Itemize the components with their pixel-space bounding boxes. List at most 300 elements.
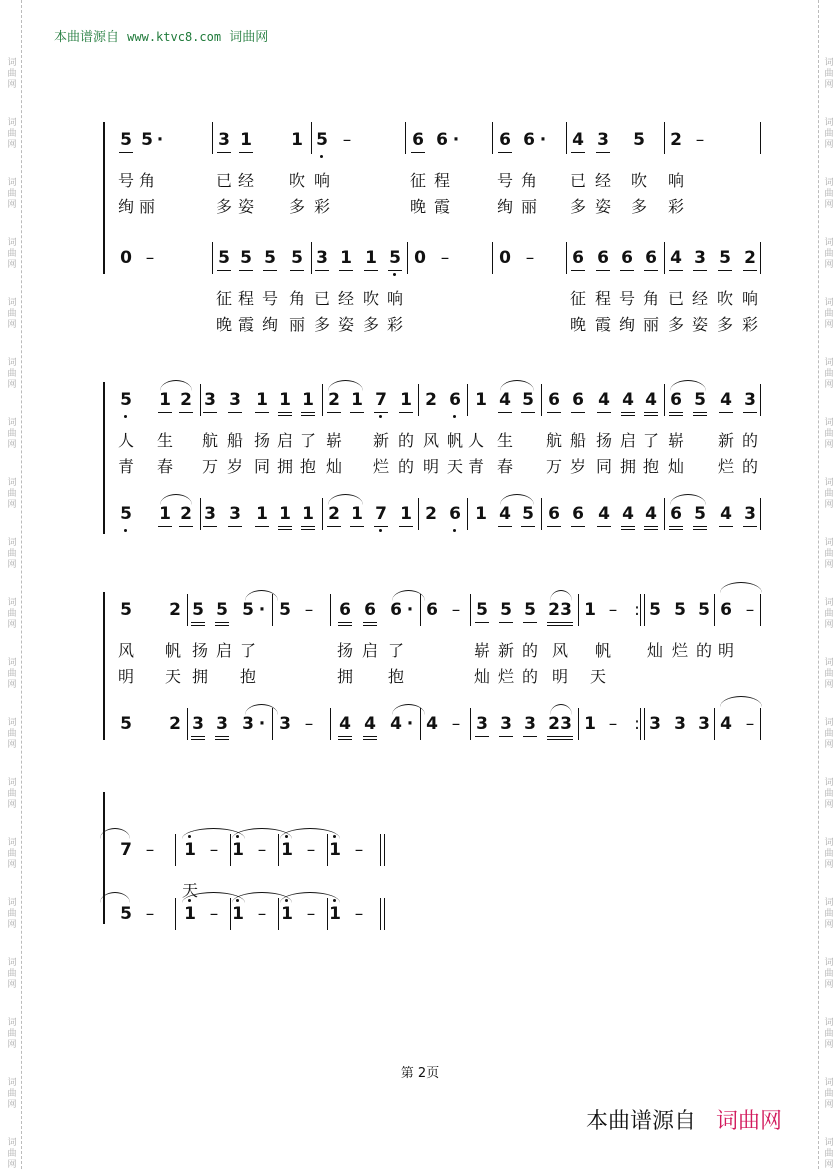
note: 5	[215, 600, 229, 620]
watermark-glyph: 网	[824, 920, 834, 930]
dash: –	[304, 714, 314, 734]
barline	[187, 594, 188, 626]
underline	[203, 412, 217, 413]
note: 1	[328, 904, 342, 924]
note: 7	[374, 504, 388, 524]
underline	[350, 526, 364, 527]
watermark-glyph: 网	[7, 740, 17, 750]
source-header	[54, 26, 268, 45]
watermark-glyph: 曲	[824, 249, 834, 259]
note: 2	[327, 390, 341, 410]
watermark-glyph: 网	[7, 860, 17, 870]
note: 6	[448, 504, 462, 524]
slur	[720, 582, 762, 593]
note: 3	[743, 504, 757, 524]
note: 1	[231, 840, 245, 860]
watermark-glyph: 词	[7, 658, 17, 668]
watermark-glyph: 曲	[824, 969, 834, 979]
underline	[363, 739, 377, 740]
note: 4	[390, 714, 402, 734]
underline	[239, 152, 253, 153]
watermark-glyph: 网	[7, 80, 17, 90]
note: 6	[669, 504, 683, 524]
watermark-glyph: 曲	[7, 189, 17, 199]
note: 5	[120, 714, 132, 734]
watermark-glyph: 网	[7, 1040, 17, 1050]
underline	[327, 412, 341, 413]
underline	[693, 415, 707, 416]
note: 3	[743, 390, 757, 410]
underline	[596, 152, 610, 153]
underline	[363, 622, 377, 623]
underline	[215, 736, 229, 737]
note: 5	[119, 504, 133, 524]
watermark-glyph: 网	[824, 200, 834, 210]
watermark-glyph: 曲	[824, 1089, 834, 1099]
note: 6	[426, 600, 438, 620]
barline	[470, 708, 471, 740]
note: 4	[597, 504, 611, 524]
watermark-glyph: 词	[7, 898, 17, 908]
dash: –	[257, 840, 267, 860]
barline	[272, 594, 273, 626]
underline	[217, 270, 231, 271]
watermark-glyph: 词	[7, 298, 17, 308]
underline	[374, 412, 388, 413]
page-number: 第 2页	[400, 1066, 440, 1081]
dash: –	[608, 714, 618, 734]
underline	[571, 152, 585, 153]
dash: –	[209, 840, 219, 860]
watermark-glyph: 曲	[7, 1089, 17, 1099]
note: 4	[498, 390, 512, 410]
slur	[280, 892, 340, 903]
note: 5	[141, 130, 153, 150]
note: 1	[399, 504, 413, 524]
slur	[670, 380, 706, 391]
barline	[760, 242, 761, 274]
underline	[338, 625, 352, 626]
watermark-glyph: 曲	[7, 969, 17, 979]
watermark-glyph: 词	[7, 598, 17, 608]
watermark-glyph: 网	[7, 440, 17, 450]
underline	[278, 526, 292, 527]
note: 5	[698, 600, 710, 620]
dash: –	[525, 248, 535, 268]
barline	[578, 708, 579, 740]
slur	[100, 892, 130, 903]
underline	[693, 270, 707, 271]
underline	[559, 622, 573, 623]
barline	[175, 834, 176, 866]
underline	[374, 526, 388, 527]
low-octave-dot	[393, 273, 396, 276]
watermark-glyph: 网	[824, 860, 834, 870]
note: 1	[475, 504, 487, 524]
note: 6	[596, 248, 610, 268]
note: 6	[390, 600, 402, 620]
underline	[228, 526, 242, 527]
underline	[644, 415, 658, 416]
underline	[597, 412, 611, 413]
underline	[644, 270, 658, 271]
dash: –	[695, 130, 705, 150]
note: 4	[498, 504, 512, 524]
watermark-glyph: 曲	[7, 789, 17, 799]
dash: –	[145, 904, 155, 924]
note: 3	[649, 714, 661, 734]
note: 5	[718, 248, 732, 268]
underline	[693, 526, 707, 527]
barline	[492, 242, 493, 274]
barline	[272, 708, 273, 740]
note: 4	[426, 714, 438, 734]
note: 5	[693, 390, 707, 410]
note: 6	[411, 130, 425, 150]
note: 1	[301, 390, 315, 410]
watermark-glyph: 曲	[824, 729, 834, 739]
note: 1	[328, 840, 342, 860]
dash: –	[440, 248, 450, 268]
watermark-glyph: 网	[824, 1100, 834, 1110]
note: 3	[559, 714, 573, 734]
barline	[566, 122, 567, 154]
underline	[521, 412, 535, 413]
note: 1	[278, 390, 292, 410]
underline	[743, 526, 757, 527]
underline	[571, 526, 585, 527]
watermark-glyph: 曲	[7, 729, 17, 739]
note: 5	[388, 248, 402, 268]
dash: –	[745, 714, 755, 734]
system-bracket	[103, 122, 105, 274]
watermark-glyph: 词	[824, 118, 834, 128]
watermark-glyph: 网	[824, 800, 834, 810]
underline	[217, 152, 231, 153]
watermark-glyph: 网	[824, 320, 834, 330]
dash: –	[608, 600, 618, 620]
underline	[523, 736, 537, 737]
note: 6	[571, 390, 585, 410]
watermark-glyph: 曲	[824, 909, 834, 919]
note: 3	[499, 714, 513, 734]
watermark-glyph: 曲	[7, 69, 17, 79]
underline	[499, 622, 513, 623]
note: 6	[338, 600, 352, 620]
underline	[743, 270, 757, 271]
note: 7	[120, 840, 132, 860]
watermark-glyph: 词	[7, 1138, 17, 1148]
underline	[693, 529, 707, 530]
underline	[399, 412, 413, 413]
dash: –	[451, 600, 461, 620]
barline	[384, 834, 385, 866]
note: 3	[596, 130, 610, 150]
barline	[212, 242, 213, 274]
note: 6	[571, 248, 585, 268]
note: 1	[255, 504, 269, 524]
barline	[200, 384, 201, 416]
barline	[492, 122, 493, 154]
watermark-glyph: 词	[824, 178, 834, 188]
barline	[760, 498, 761, 530]
left-watermark-strip	[3, 0, 22, 1169]
note: 5	[499, 600, 513, 620]
underline	[693, 412, 707, 413]
watermark-glyph: 词	[7, 58, 17, 68]
barline	[640, 708, 641, 740]
aug-dot: ·	[406, 714, 414, 734]
barline	[420, 708, 421, 740]
note: 3	[693, 248, 707, 268]
note: 3	[203, 390, 217, 410]
watermark-glyph: 词	[824, 898, 834, 908]
underline	[399, 526, 413, 527]
underline	[179, 412, 193, 413]
barline	[664, 242, 665, 274]
underline	[621, 526, 635, 527]
watermark-glyph: 曲	[7, 369, 17, 379]
right-watermark-strip	[818, 0, 837, 1169]
underline	[571, 412, 585, 413]
barline	[664, 122, 665, 154]
underline	[338, 736, 352, 737]
underline	[339, 270, 353, 271]
note: 1	[255, 390, 269, 410]
note: 0	[414, 248, 426, 268]
barline	[405, 122, 406, 154]
note: 6	[571, 504, 585, 524]
header-url[interactable]: www.ktvc8.com	[127, 30, 222, 44]
dash: –	[145, 248, 155, 268]
note: 5	[239, 248, 253, 268]
underline	[239, 270, 253, 271]
note: 6	[448, 390, 462, 410]
watermark-glyph: 词	[824, 238, 834, 248]
note: 1	[183, 904, 197, 924]
underline	[596, 270, 610, 271]
note: 2	[547, 600, 561, 620]
slur	[328, 380, 363, 391]
note: 2	[327, 504, 341, 524]
underline	[278, 415, 292, 416]
note: 6	[523, 130, 535, 150]
watermark-glyph: 曲	[7, 849, 17, 859]
low-octave-dot	[320, 155, 323, 158]
barline	[200, 498, 201, 530]
note: 3	[674, 714, 686, 734]
note: 2	[425, 390, 437, 410]
barline	[760, 708, 761, 740]
note: 5	[119, 390, 133, 410]
underline	[327, 526, 341, 527]
watermark-glyph: 网	[7, 200, 17, 210]
aug-dot: ·	[258, 600, 266, 620]
note: 3	[475, 714, 489, 734]
note: 5	[279, 600, 291, 620]
watermark-glyph: 词	[7, 1078, 17, 1088]
barline	[380, 834, 381, 866]
barline	[640, 594, 641, 626]
watermark-glyph: 词	[824, 1078, 834, 1088]
low-octave-dot	[124, 415, 127, 418]
note: 5	[290, 248, 304, 268]
underline	[301, 412, 315, 413]
watermark-glyph: 词	[824, 418, 834, 428]
underline	[388, 270, 402, 271]
watermark-glyph: 曲	[7, 909, 17, 919]
watermark-glyph: 网	[824, 1160, 834, 1170]
underline	[547, 526, 561, 527]
watermark-glyph: 词	[7, 778, 17, 788]
barline	[467, 498, 468, 530]
underline	[363, 625, 377, 626]
watermark-glyph: 词	[7, 478, 17, 488]
underline	[719, 526, 733, 527]
underline	[215, 622, 229, 623]
underline	[669, 526, 683, 527]
underline	[644, 526, 658, 527]
note: 6	[547, 390, 561, 410]
system-bracket	[103, 592, 105, 740]
note: 4	[720, 714, 732, 734]
underline	[644, 412, 658, 413]
watermark-glyph: 网	[7, 920, 17, 930]
underline	[475, 736, 489, 737]
watermark-glyph: 曲	[824, 129, 834, 139]
watermark-glyph: 网	[824, 260, 834, 270]
underline	[338, 739, 352, 740]
note: 0	[120, 248, 132, 268]
barline	[760, 122, 761, 154]
watermark-glyph: 曲	[7, 1149, 17, 1159]
barline	[467, 384, 468, 416]
note: 6	[644, 248, 658, 268]
note: 3	[559, 600, 573, 620]
note: 6	[720, 600, 732, 620]
underline	[719, 412, 733, 413]
note: 5	[315, 130, 329, 150]
note: 5	[633, 130, 645, 150]
watermark-glyph: 词	[7, 1018, 17, 1028]
underline	[547, 412, 561, 413]
watermark-glyph: 曲	[824, 429, 834, 439]
underline	[499, 736, 513, 737]
watermark-glyph: 词	[7, 238, 17, 248]
underline	[523, 622, 537, 623]
note: 1	[183, 840, 197, 860]
watermark-glyph: 网	[7, 800, 17, 810]
note: 4	[644, 390, 658, 410]
note: 1	[364, 248, 378, 268]
note: 5	[674, 600, 686, 620]
brand-footer	[586, 1104, 782, 1135]
note: 4	[621, 390, 635, 410]
note: 1	[158, 390, 172, 410]
watermark-glyph: 词	[7, 718, 17, 728]
underline	[571, 270, 585, 271]
watermark-glyph: 网	[7, 680, 17, 690]
slur	[160, 380, 192, 391]
watermark-glyph: 网	[7, 260, 17, 270]
header-site-name: 词曲网	[229, 30, 269, 45]
underline	[559, 736, 573, 737]
watermark-glyph: 网	[7, 560, 17, 570]
underline	[718, 270, 732, 271]
barline	[644, 594, 645, 626]
barline	[380, 898, 381, 930]
slur	[500, 380, 534, 391]
watermark-glyph: 网	[824, 140, 834, 150]
note: 5	[119, 130, 133, 150]
barline	[541, 384, 542, 416]
watermark-glyph: 网	[7, 140, 17, 150]
note: 2	[179, 504, 193, 524]
underline	[364, 270, 378, 271]
note: 1	[301, 504, 315, 524]
underline	[475, 622, 489, 623]
underline	[338, 622, 352, 623]
barline	[664, 498, 665, 530]
underline	[290, 270, 304, 271]
watermark-glyph: 词	[7, 838, 17, 848]
watermark-glyph: 网	[7, 1160, 17, 1170]
watermark-glyph: 网	[824, 500, 834, 510]
slur	[720, 696, 762, 707]
underline	[158, 526, 172, 527]
note: 3	[698, 714, 710, 734]
note: 1	[584, 714, 596, 734]
watermark-glyph: 网	[7, 380, 17, 390]
watermark-glyph: 词	[824, 478, 834, 488]
barline	[311, 122, 312, 154]
note: 1	[350, 390, 364, 410]
watermark-glyph: 网	[824, 740, 834, 750]
dash: –	[257, 904, 267, 924]
note: 3	[217, 130, 231, 150]
watermark-glyph: 词	[824, 358, 834, 368]
note: 6	[436, 130, 448, 150]
note: 2	[169, 714, 181, 734]
watermark-glyph: 词	[824, 1138, 834, 1148]
barline	[311, 242, 312, 274]
underline	[215, 625, 229, 626]
note: 5	[475, 600, 489, 620]
underline	[255, 412, 269, 413]
watermark-glyph: 网	[824, 620, 834, 630]
low-octave-dot	[379, 415, 382, 418]
note: 3	[203, 504, 217, 524]
dash: –	[342, 130, 352, 150]
low-octave-dot	[453, 415, 456, 418]
underline	[597, 526, 611, 527]
barline	[418, 498, 419, 530]
note: 2	[743, 248, 757, 268]
dash: –	[209, 904, 219, 924]
watermark-glyph: 词	[7, 118, 17, 128]
note: 1	[475, 390, 487, 410]
barline	[644, 708, 645, 740]
note: 5	[263, 248, 277, 268]
barline	[330, 708, 331, 740]
note: 3	[315, 248, 329, 268]
watermark-glyph: 网	[7, 980, 17, 990]
barline	[187, 708, 188, 740]
watermark-glyph: 曲	[7, 549, 17, 559]
barline	[322, 384, 323, 416]
dash: –	[354, 904, 364, 924]
slur	[280, 828, 340, 839]
